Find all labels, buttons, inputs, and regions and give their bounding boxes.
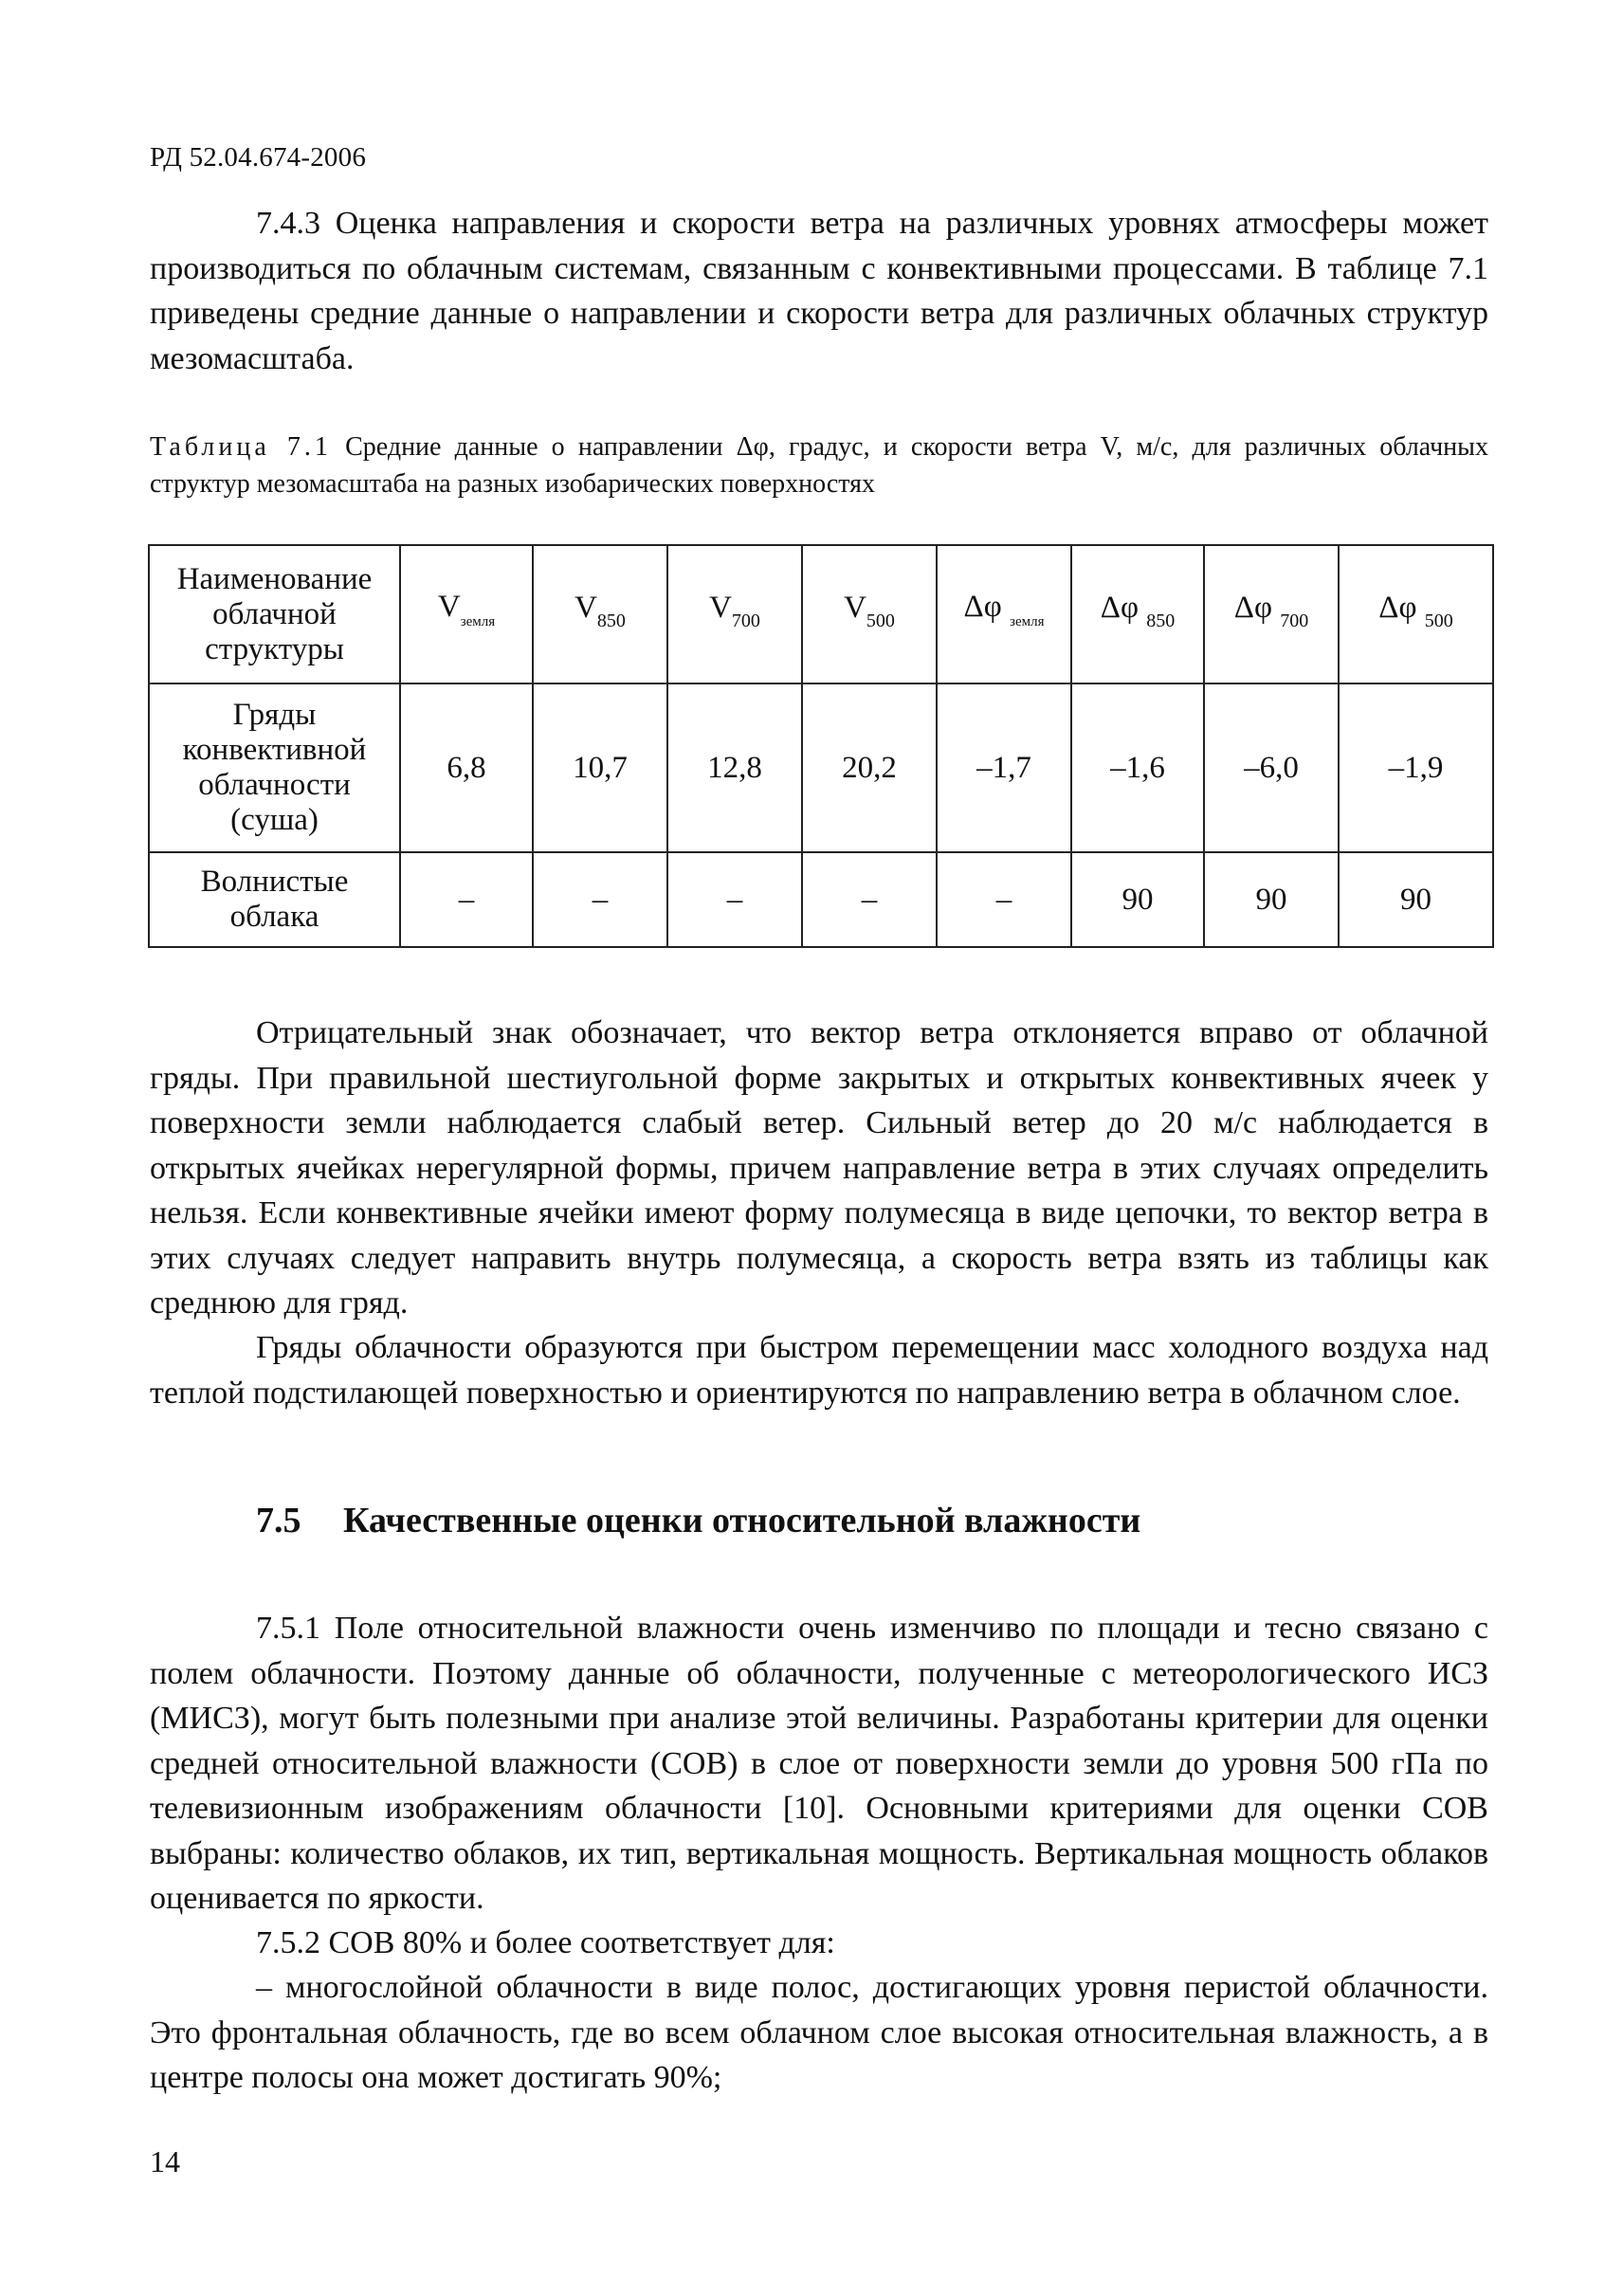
paragraph-7-5-1: 7.5.1 Поле относительной влажности очень изменчиво по площади и тесно связано с полем облачности. Поэтому данные об облачности, полученные с метеорологического ИСЗ (МИСЗ), могут быть полезными при анализе этой величины. Разработаны критерии для оценки средней относительной влажности (СОВ) в слое от поверхности земли до уровня 500 гПа по телевизионным изображениям облачности [10]. Основными критериями для оценки СОВ выбраны: количество облаков, их тип, вертикальная мощность. Вертикальная мощность облаков оценивается по яркости. (150, 1611, 1488, 1916)
subscript-ground: земля (1010, 613, 1045, 629)
table-caption (150, 428, 1488, 502)
paragraph-negative-sign: Отрицательный знак обозначает, что вектор ветра отклоняется вправо от облачной гряды. При правильной шестиугольной форме закрытых и открытых конвективных ячеек у поверхности земли наблюдается слабый ветер. Сильный ветер до 20 м/с наблюдается в открытых ячейках нерегулярной формы, причем направление ветра в этих случаях определить нельзя. Если конвективные ячейки имеют форму полумесяца в виде цепочки, то вектор ветра в этих случаях следует направить внутрь полумесяца, а скорость ветра взять из таблицы как среднюю для гряд. (150, 1015, 1488, 1321)
subscript-500: 500 (866, 610, 895, 631)
v-symbol: V (574, 590, 597, 625)
subscript-700: 700 (1280, 610, 1309, 631)
paragraph-7-5-2: 7.5.2 СОВ 80% и более соответствует для: (256, 1925, 835, 1960)
cell-v-700: 12,8 (667, 683, 802, 852)
table-row (149, 683, 1493, 852)
subscript-ground: земля (460, 613, 496, 629)
cell-dphi-700: –6,0 (1204, 683, 1339, 852)
v-symbol: V (437, 589, 461, 624)
header-dphi-500 (1339, 545, 1493, 683)
header-v-700 (667, 545, 802, 683)
header-dphi-ground (937, 545, 1071, 683)
cell-dphi-850: –1,6 (1071, 683, 1204, 852)
cell-v-500: – (802, 852, 937, 947)
section-title: Качественные оценки относительной влажности (343, 1501, 1141, 1540)
header-v-850 (533, 545, 667, 683)
cell-dphi-850: 90 (1071, 852, 1204, 947)
row-structure-name: Гряды конвективной облачности (суша) (149, 683, 400, 852)
table-caption-text: Средние данные о направлении Δφ, градус, и скорости ветра V, м/с, для различных облачных структур мезомасштаба на разных изобарических поверхностях (150, 432, 1488, 499)
table-header-row (149, 545, 1493, 683)
dphi-symbol: Δφ (963, 589, 1002, 624)
cell-dphi-500: 90 (1339, 852, 1493, 947)
dphi-symbol: Δφ (1233, 590, 1273, 625)
paragraph-multilayer-clouds: – многослойной облачности в виде полос, достигающих уровня перистой облачности. Это фронтальная облачность, где во всем облачном слое высокая относительная влажность, а в центре полосы она может достигать 90%; (150, 1970, 1488, 2095)
subscript-500: 500 (1424, 610, 1453, 631)
v-symbol: V (844, 590, 866, 625)
paragraph-7-4-3: 7.4.3 Оценка направления и скорости ветра на различных уровнях атмосферы может производиться по облачным системам, связанным с конвективными процессами. В таблице 7.1 приведены средние данные о направлении и скорости ветра для различных облачных структур мезомасштаба. (150, 206, 1488, 376)
cell-dphi-ground: – (937, 852, 1071, 947)
cell-dphi-700: 90 (1204, 852, 1339, 947)
dphi-symbol: Δφ (1378, 590, 1417, 625)
paragraph-cloud-ridges: Гряды облачности образуются при быстром перемещении масс холодного воздуха над теплой подстилающей поверхностью и ориентируются по направлению ветра в облачном слое. (150, 1330, 1488, 1411)
cell-v-ground: – (400, 852, 533, 947)
cell-v-700: – (667, 852, 802, 947)
subscript-850: 850 (596, 610, 626, 631)
table-caption-label: Таблица 7.1 (150, 432, 332, 462)
cell-dphi-ground: –1,7 (937, 683, 1071, 852)
row-structure-name: Волнистые облака (149, 852, 400, 947)
header-structure-name: Наименование облачной структуры (149, 545, 400, 683)
cell-v-ground: 6,8 (400, 683, 533, 852)
subscript-850: 850 (1146, 610, 1176, 631)
wind-data-table (148, 544, 1494, 948)
cell-v-850: – (533, 852, 667, 947)
cell-v-850: 10,7 (533, 683, 667, 852)
v-symbol: V (709, 590, 732, 625)
header-v-ground (400, 545, 533, 683)
dphi-symbol: Δφ (1100, 590, 1140, 625)
cell-dphi-500: –1,9 (1339, 683, 1493, 852)
section-heading-7-5 (256, 1500, 1140, 1541)
header-dphi-850 (1071, 545, 1204, 683)
page-number: 14 (150, 2144, 180, 2178)
header-dphi-700 (1204, 545, 1339, 683)
section-number: 7.5 (256, 1501, 301, 1540)
header-v-500 (802, 545, 937, 683)
cell-v-500: 20,2 (802, 683, 937, 852)
table-row (149, 852, 1493, 947)
document-code: РД 52.04.674-2006 (150, 142, 367, 173)
subscript-700: 700 (731, 610, 760, 631)
